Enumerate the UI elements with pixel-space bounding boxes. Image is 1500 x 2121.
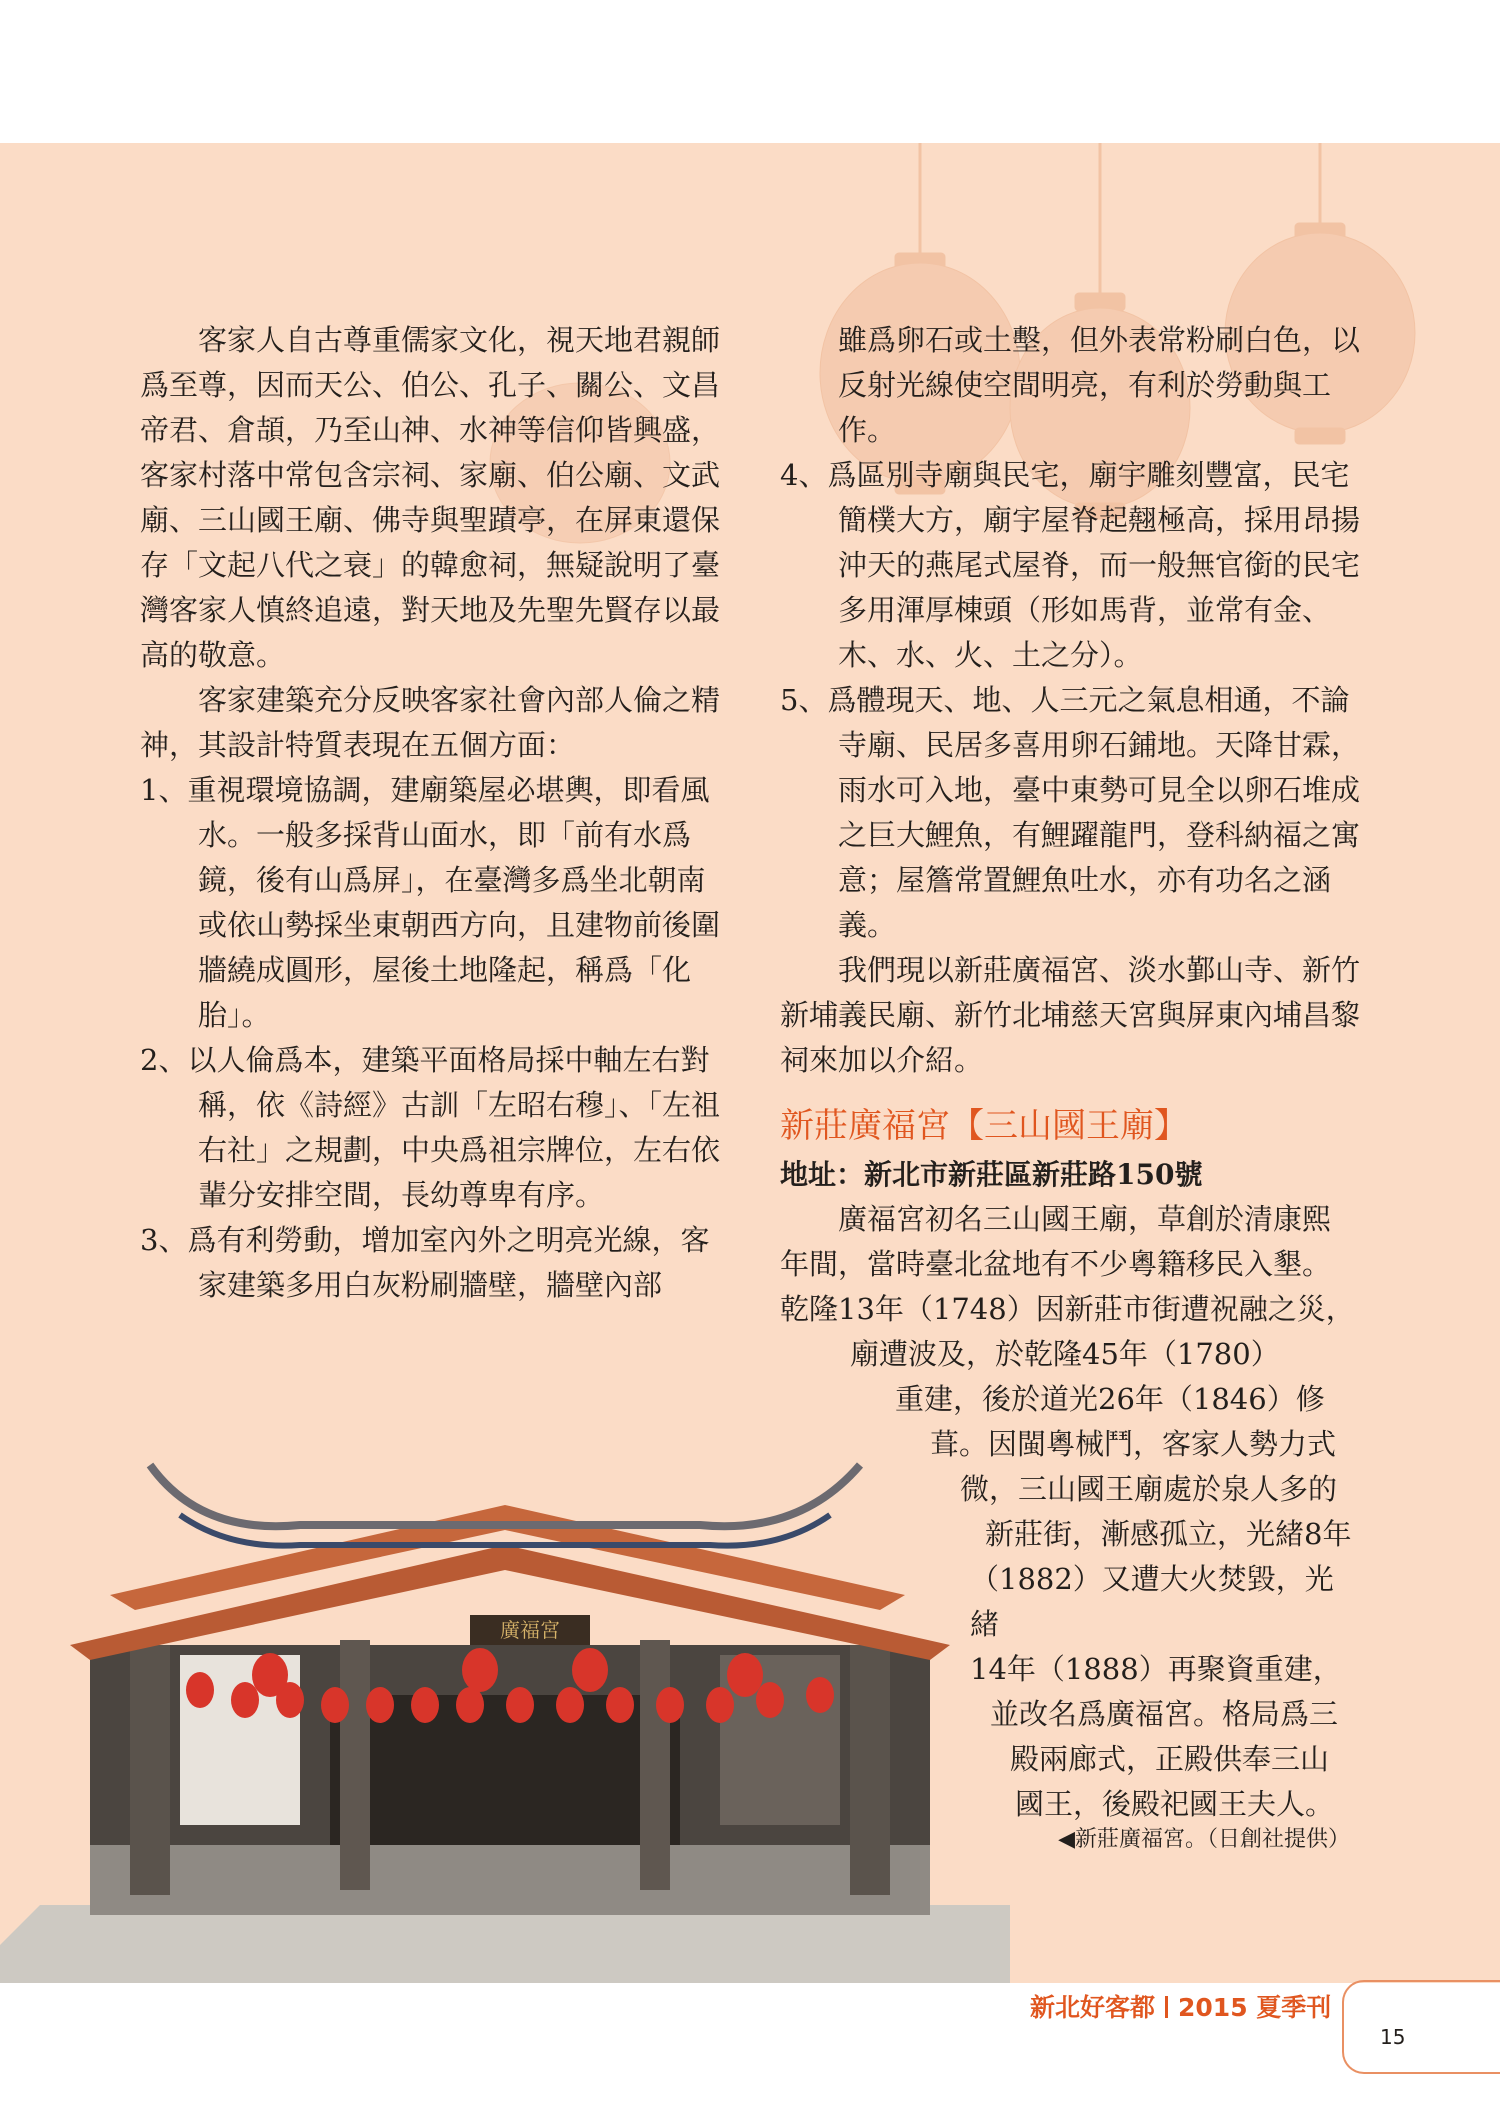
list-item-2: 2、以人倫爲本，建築平面格局採中軸左右對稱，依《詩經》古訓「左昭右穆」、「左祖右社」之規劃，中央爲祖宗牌位，左右依輩分安排空間，長幼尊卑有序。 xyxy=(140,1043,721,1212)
architecture-paragraph: 客家建築充分反映客家社會內部人倫之精神，其設計特質表現在五個方面： xyxy=(140,683,721,762)
footer xyxy=(1030,1988,1331,2024)
history-line: 微，三山國王廟處於泉人多的 xyxy=(960,1472,1338,1506)
temple-address: 地址：新北市新莊區新莊路150號 xyxy=(780,1158,1203,1191)
footer-divider xyxy=(1165,1996,1168,2018)
history-line: 國王，後殿祀國王夫人。 xyxy=(1015,1787,1335,1821)
photo-caption: ◀新莊廣福宮。（日創社提供） xyxy=(1058,1827,1350,1852)
list-item-4: 4、爲區別寺廟與民宅，廟宇雕刻豐富，民宅簡樸大方，廟宇屋脊起翹極高，採用昂揚沖天的燕尾式屋脊，而一般無官銜的民宅多用渾厚棟頭（形如馬背，並常有金、木、水、火、土之分）。 xyxy=(780,458,1361,672)
history-line: 14年（1888）再聚資重建， xyxy=(970,1652,1342,1686)
history-line: 乾隆13年（1748）因新莊市街遭祝融之災， xyxy=(780,1292,1355,1326)
section-title: 新莊廣福宮【三山國王廟】 xyxy=(780,1106,1188,1146)
history-line: 葺。因閩粵械鬥，客家人勢力式 xyxy=(930,1427,1337,1461)
left-column xyxy=(140,318,725,1308)
page-number-tab xyxy=(1342,1980,1500,2074)
temple-plaque: 廣福宮 xyxy=(500,1618,560,1642)
introduction-paragraph: 我們現以新莊廣福宮、淡水鄞山寺、新竹新埔義民廟、新竹北埔慈天宮與屏東內埔昌黎祠來加以介紹。 xyxy=(780,953,1361,1077)
list-item-3-continued: 雖爲卵石或土墼，但外表常粉刷白色，以反射光線使空間明亮，有利於勞動與工作。 xyxy=(838,323,1361,447)
magazine-name: 新北好客都 xyxy=(1030,1993,1156,2022)
intro-paragraph: 客家人自古尊重儒家文化，視天地君親師爲至尊，因而天公、伯公、孔子、關公、文昌帝君、倉頡，乃至山神、水神等信仰皆興盛，客家村落中常包含宗祠、家廟、伯公廟、文武廟、三山國王廟、佛寺與聖蹟亭，在屏東還保存「文起八代之衰」的韓愈祠，無疑說明了臺灣客家人慎終追遠，對天地及先聖先賢存以最高的敬意。 xyxy=(140,323,721,672)
list-item-5: 5、爲體現天、地、人三元之氣息相通，不論寺廟、民居多喜用卵石鋪地。天降甘霖，雨水可入地，臺中東勢可見全以卵石堆成之巨大鯉魚，有鯉躍龍門，登科納福之寓意；屋簷常置鯉魚吐水，亦有功名之涵義。 xyxy=(780,683,1361,942)
history-line: 並改名爲廣福宮。格局爲三 xyxy=(990,1697,1339,1731)
issue-label: 2015 夏季刊 xyxy=(1178,1993,1332,2022)
page-number: 15 xyxy=(1380,2025,1406,2049)
temple-photo xyxy=(0,1405,1010,1983)
list-item-3: 3、爲有利勞動，增加室內外之明亮光線，客家建築多用白灰粉刷牆壁，牆壁內部 xyxy=(140,1223,710,1302)
history-line: 新莊街，漸感孤立，光緒8年 xyxy=(985,1517,1352,1551)
list-item-1: 1、重視環境協調，建廟築屋必堪輿，即看風水。一般多採背山面水，即「前有水爲鏡，後有山爲屏」，在臺灣多爲坐北朝南或依山勢採坐東朝西方向，且建物前後圍牆繞成圓形，屋後土地隆起，稱爲「化胎」。 xyxy=(140,773,721,1032)
history-line: 廣福宮初名三山國王廟，草創於清康熙 xyxy=(838,1202,1332,1236)
history-line: 年間，當時臺北盆地有不少粵籍移民入墾。 xyxy=(780,1247,1332,1281)
history-line: 殿兩廊式，正殿供奉三山 xyxy=(1010,1742,1330,1776)
history-line: （1882）又遭大火焚毀，光緒 xyxy=(970,1562,1334,1641)
history-line: 廟遭波及，於乾隆45年（1780） xyxy=(850,1337,1280,1371)
history-line: 重建，後於道光26年（1846）修 xyxy=(895,1382,1325,1416)
